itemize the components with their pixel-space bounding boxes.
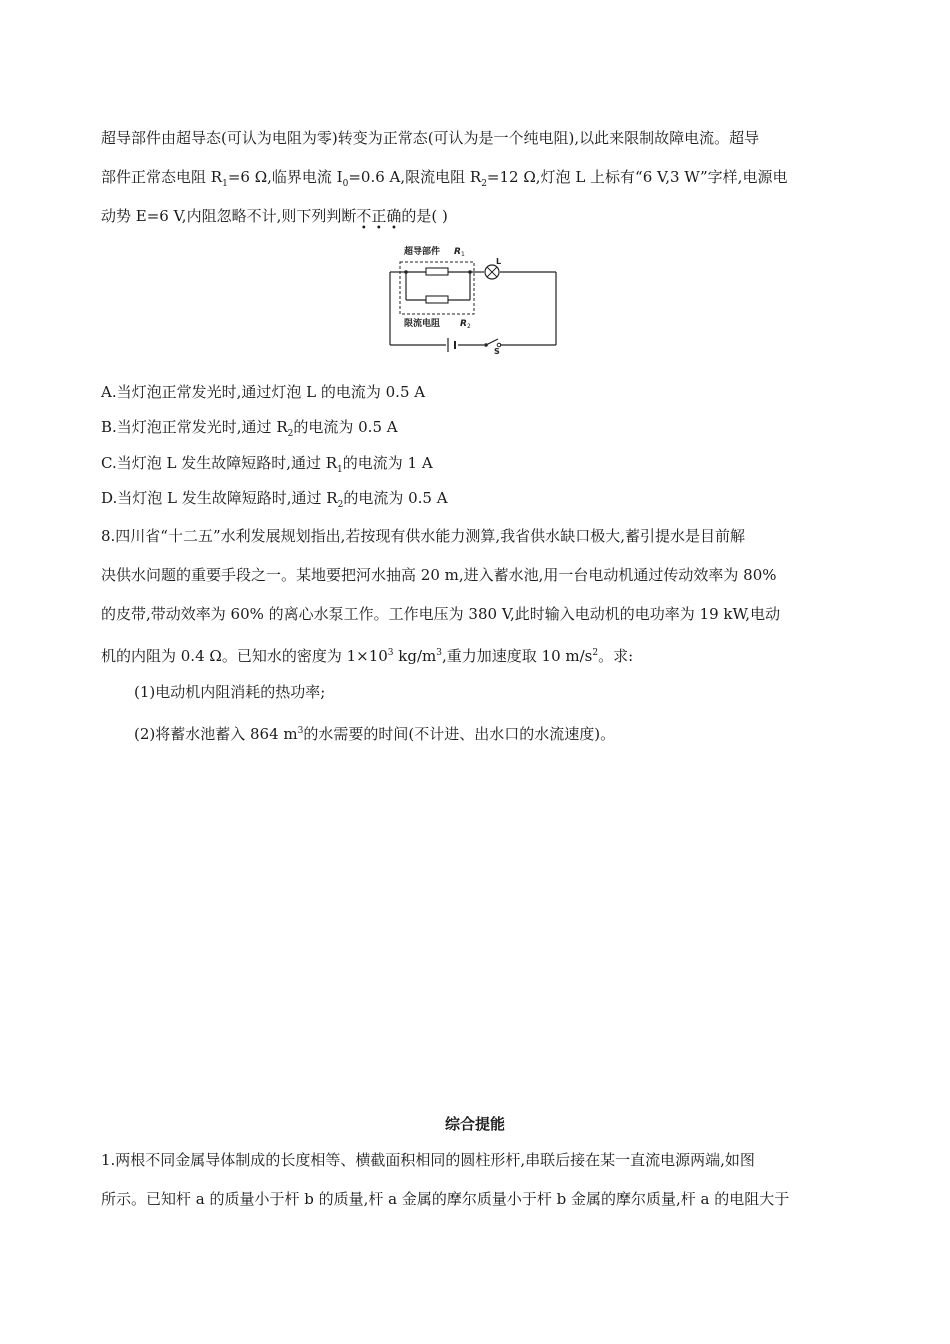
s1-q1-line-1: 1.两根不同金属导体制成的长度相等、横截面积相同的圆柱形杆,串联后接在某一直流电源两端,如图 (101, 1151, 755, 1169)
r1-subscript: 1 (461, 251, 465, 258)
circuit-diagram (388, 240, 563, 355)
q7-option-d: D.当灯泡 L 发生故障短路时,通过 $R_2$的电流为 0.5 A (101, 489, 448, 510)
q8-stem-line-2: 决供水问题的重要手段之一。某地要把河水抽高 20 m,进入蓄水池,用一台电动机通过传动效率为 80% (101, 566, 777, 584)
lamp-label: L (496, 257, 502, 266)
r1-label: R (454, 247, 461, 257)
emphasis-char: 不 (356, 207, 372, 225)
q7-option-a: A.当灯泡正常发光时,通过灯泡 L 的电流为 0.5 A (101, 383, 426, 401)
resistor-r2 (426, 296, 448, 303)
r2-label: R (460, 319, 467, 329)
emphasis-char: 正 (371, 207, 387, 225)
q8-stem-line-1: 8.四川省“十二五”水利发展规划指出,若按现有供水能力测算,我省供水缺口极大,蓄引提水是目前解 (101, 527, 745, 545)
s1-q1-line-2: 所示。已知杆 a 的质量小于杆 b 的质量,杆 a 金属的摩尔质量小于杆 b 金属的摩尔质量,杆 a 的电阻大于 (101, 1190, 790, 1208)
superconductor-label: 超导部件 (404, 247, 441, 257)
q7-stem-line-1: 超导部件由超导态(可认为电阻为零)转变为正常态(可认为是一个纯电阻),以此来限制故障电流。超导 (101, 129, 760, 147)
q7-stem-line-3: 动势 E=6 V,内阻忽略不计,则下列判断不正确的是( ) (101, 207, 448, 225)
limiter-label: 限流电阻 (404, 319, 441, 329)
q7-option-b: B.当灯泡正常发光时,通过 $R_2$的电流为 0.5 A (101, 418, 398, 439)
q8-subquestion-1: (1)电动机内阻消耗的热功率; (134, 683, 326, 701)
switch-blade (486, 339, 498, 345)
q8-stem-line-4: 机的内阻为 0.4 Ω。已知水的密度为 $1\times 10^3$ $kg/m^3$,重力加速度取 10 $m/s^2$。求: (101, 647, 634, 665)
q7-option-c: C.当灯泡 L 发生故障短路时,通过 $R_1$的电流为 1 A (101, 454, 433, 475)
q8-subquestion-2: (2)将蓄水池蓄入 864 $m^3$的水需要的时间(不计进、出水口的水流速度)。 (134, 725, 616, 743)
q8-stem-line-3: 的皮带,带动效率为 60% 的离心水泵工作。工作电压为 380 V,此时输入电动机的电功率为 19 kW,电动 (101, 605, 781, 623)
emphasis-char: 确 (386, 207, 402, 225)
resistor-r1 (426, 268, 448, 275)
r2-subscript: 2 (467, 323, 471, 330)
section-title: 综合提能 (444, 1115, 505, 1133)
q7-stem-line-2: 部件正常态电阻 $R_1=6$ Ω,临界电流 $I_0=0.6$ A,限流电阻 $R_2=12$ Ω,灯泡 L 上标有“6 V,3 W”字样,电源电 (101, 168, 788, 189)
switch-label: S (494, 347, 500, 355)
